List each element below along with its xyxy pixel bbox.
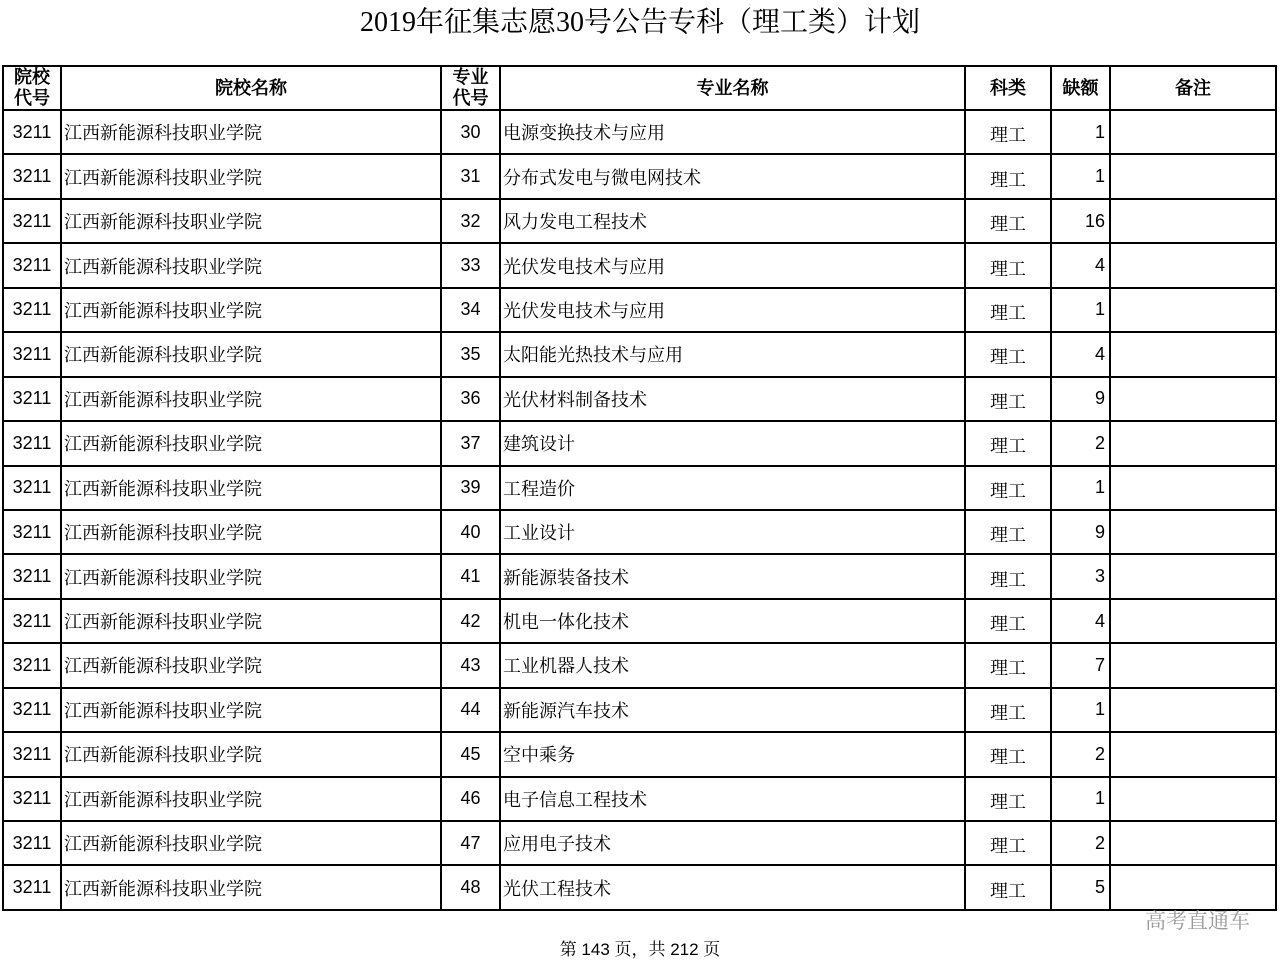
page-footer: 第 143 页，共 212 页 <box>559 940 721 959</box>
table-header-row <box>4 67 1277 111</box>
cell-category: 理工 <box>966 733 1052 777</box>
cell-school-code: 3211 <box>4 244 62 288</box>
cell-major-code: 47 <box>442 822 501 866</box>
cell-category: 理工 <box>966 200 1052 244</box>
cell-category: 理工 <box>966 333 1052 377</box>
cell-vacancies: 5 <box>1052 866 1111 910</box>
cell-school-name: 江西新能源科技职业学院 <box>62 866 442 910</box>
cell-school-name: 江西新能源科技职业学院 <box>62 111 442 155</box>
cell-school-code: 3211 <box>4 378 62 422</box>
cell-school-name: 江西新能源科技职业学院 <box>62 289 442 333</box>
cell-school-name: 江西新能源科技职业学院 <box>62 778 442 822</box>
cell-vacancies: 4 <box>1052 600 1111 644</box>
cell-remark <box>1111 600 1277 644</box>
cell-school-name: 江西新能源科技职业学院 <box>62 511 442 555</box>
cell-major-code: 48 <box>442 866 501 910</box>
cell-remark <box>1111 733 1277 777</box>
page-title: 2019年征集志愿30号公告专科（理工类）计划 <box>359 7 920 38</box>
cell-school-name: 江西新能源科技职业学院 <box>62 555 442 599</box>
cell-category: 理工 <box>966 555 1052 599</box>
cell-remark <box>1111 200 1277 244</box>
cell-school-name: 江西新能源科技职业学院 <box>62 422 442 466</box>
cell-remark <box>1111 111 1277 155</box>
cell-vacancies: 1 <box>1052 155 1111 199</box>
cell-school-code: 3211 <box>4 333 62 377</box>
cell-major-name: 分布式发电与微电网技术 <box>501 155 966 199</box>
cell-school-name: 江西新能源科技职业学院 <box>62 689 442 733</box>
cell-category: 理工 <box>966 289 1052 333</box>
cell-major-name: 建筑设计 <box>501 422 966 466</box>
cell-school-name: 江西新能源科技职业学院 <box>62 155 442 199</box>
cell-remark <box>1111 689 1277 733</box>
cell-school-code: 3211 <box>4 155 62 199</box>
cell-remark <box>1111 378 1277 422</box>
cell-remark <box>1111 289 1277 333</box>
cell-vacancies: 2 <box>1052 422 1111 466</box>
cell-category: 理工 <box>966 244 1052 288</box>
cell-remark <box>1111 244 1277 288</box>
cell-vacancies: 7 <box>1052 644 1111 688</box>
table-row <box>4 244 1277 288</box>
cell-category: 理工 <box>966 600 1052 644</box>
table-row <box>4 600 1277 644</box>
cell-category: 理工 <box>966 689 1052 733</box>
table-row <box>4 422 1277 466</box>
table-row <box>4 555 1277 599</box>
cell-major-name: 电源变换技术与应用 <box>501 111 966 155</box>
cell-remark <box>1111 422 1277 466</box>
cell-category: 理工 <box>966 422 1052 466</box>
cell-vacancies: 1 <box>1052 289 1111 333</box>
table-row <box>4 511 1277 555</box>
header-school-name: 院校名称 <box>62 67 442 111</box>
table-row <box>4 378 1277 422</box>
cell-category: 理工 <box>966 378 1052 422</box>
cell-school-code: 3211 <box>4 200 62 244</box>
enrollment-plan-table <box>2 65 1277 911</box>
cell-school-code: 3211 <box>4 467 62 511</box>
header-remark: 备注 <box>1111 67 1277 111</box>
cell-major-code: 31 <box>442 155 501 199</box>
table-row <box>4 155 1277 199</box>
cell-school-code: 3211 <box>4 689 62 733</box>
cell-major-code: 44 <box>442 689 501 733</box>
cell-major-name: 风力发电工程技术 <box>501 200 966 244</box>
cell-school-name: 江西新能源科技职业学院 <box>62 467 442 511</box>
cell-major-code: 36 <box>442 378 501 422</box>
cell-major-code: 43 <box>442 644 501 688</box>
cell-category: 理工 <box>966 467 1052 511</box>
header-category: 科类 <box>966 67 1052 111</box>
cell-major-name: 机电一体化技术 <box>501 600 966 644</box>
cell-vacancies: 16 <box>1052 200 1111 244</box>
cell-vacancies: 2 <box>1052 733 1111 777</box>
cell-major-name: 电子信息工程技术 <box>501 778 966 822</box>
cell-major-code: 33 <box>442 244 501 288</box>
cell-major-code: 40 <box>442 511 501 555</box>
table-row <box>4 467 1277 511</box>
cell-major-code: 35 <box>442 333 501 377</box>
cell-vacancies: 9 <box>1052 378 1111 422</box>
cell-school-name: 江西新能源科技职业学院 <box>62 244 442 288</box>
cell-major-code: 32 <box>442 200 501 244</box>
header-school-code: 院校 代号 <box>4 67 62 111</box>
table-row <box>4 200 1277 244</box>
cell-vacancies: 1 <box>1052 467 1111 511</box>
cell-school-name: 江西新能源科技职业学院 <box>62 378 442 422</box>
cell-major-code: 34 <box>442 289 501 333</box>
cell-vacancies: 2 <box>1052 822 1111 866</box>
cell-major-code: 41 <box>442 555 501 599</box>
cell-major-code: 46 <box>442 778 501 822</box>
cell-vacancies: 3 <box>1052 555 1111 599</box>
cell-vacancies: 1 <box>1052 111 1111 155</box>
cell-category: 理工 <box>966 155 1052 199</box>
cell-school-code: 3211 <box>4 644 62 688</box>
table-body <box>4 111 1277 911</box>
header-vacancies: 缺额 <box>1052 67 1111 111</box>
cell-major-name: 新能源装备技术 <box>501 555 966 599</box>
cell-school-code: 3211 <box>4 866 62 910</box>
cell-remark <box>1111 467 1277 511</box>
cell-category: 理工 <box>966 866 1052 910</box>
cell-major-name: 工业设计 <box>501 511 966 555</box>
cell-major-name: 光伏材料制备技术 <box>501 378 966 422</box>
header-major-name: 专业名称 <box>501 67 966 111</box>
cell-remark <box>1111 511 1277 555</box>
cell-major-name: 光伏发电技术与应用 <box>501 289 966 333</box>
cell-major-code: 45 <box>442 733 501 777</box>
table-row <box>4 822 1277 866</box>
cell-major-name: 空中乘务 <box>501 733 966 777</box>
cell-school-code: 3211 <box>4 289 62 333</box>
cell-remark <box>1111 333 1277 377</box>
cell-school-code: 3211 <box>4 733 62 777</box>
cell-major-code: 39 <box>442 467 501 511</box>
cell-vacancies: 4 <box>1052 244 1111 288</box>
header-major-code: 专业 代号 <box>442 67 501 111</box>
cell-major-code: 30 <box>442 111 501 155</box>
cell-school-code: 3211 <box>4 511 62 555</box>
cell-major-code: 37 <box>442 422 501 466</box>
cell-remark <box>1111 866 1277 910</box>
cell-category: 理工 <box>966 822 1052 866</box>
cell-remark <box>1111 822 1277 866</box>
cell-school-name: 江西新能源科技职业学院 <box>62 644 442 688</box>
cell-major-name: 太阳能光热技术与应用 <box>501 333 966 377</box>
cell-school-code: 3211 <box>4 778 62 822</box>
cell-category: 理工 <box>966 778 1052 822</box>
table-row <box>4 111 1277 155</box>
cell-major-name: 工业机器人技术 <box>501 644 966 688</box>
table-row <box>4 778 1277 822</box>
cell-remark <box>1111 555 1277 599</box>
cell-school-name: 江西新能源科技职业学院 <box>62 333 442 377</box>
cell-major-name: 应用电子技术 <box>501 822 966 866</box>
cell-remark <box>1111 644 1277 688</box>
table-row <box>4 644 1277 688</box>
cell-vacancies: 4 <box>1052 333 1111 377</box>
table-row <box>4 733 1277 777</box>
table-row <box>4 689 1277 733</box>
cell-school-name: 江西新能源科技职业学院 <box>62 822 442 866</box>
cell-category: 理工 <box>966 644 1052 688</box>
watermark-text: 高考直通车 <box>1145 910 1250 933</box>
cell-school-name: 江西新能源科技职业学院 <box>62 600 442 644</box>
cell-remark <box>1111 778 1277 822</box>
table-row <box>4 333 1277 377</box>
table-row <box>4 289 1277 333</box>
cell-vacancies: 1 <box>1052 689 1111 733</box>
cell-school-code: 3211 <box>4 422 62 466</box>
cell-major-code: 42 <box>442 600 501 644</box>
cell-school-code: 3211 <box>4 822 62 866</box>
cell-category: 理工 <box>966 511 1052 555</box>
cell-vacancies: 9 <box>1052 511 1111 555</box>
cell-school-code: 3211 <box>4 555 62 599</box>
cell-major-name: 光伏发电技术与应用 <box>501 244 966 288</box>
table-row <box>4 866 1277 910</box>
cell-remark <box>1111 155 1277 199</box>
cell-major-name: 光伏工程技术 <box>501 866 966 910</box>
cell-major-name: 新能源汽车技术 <box>501 689 966 733</box>
cell-vacancies: 1 <box>1052 778 1111 822</box>
cell-school-name: 江西新能源科技职业学院 <box>62 733 442 777</box>
cell-category: 理工 <box>966 111 1052 155</box>
cell-school-code: 3211 <box>4 600 62 644</box>
cell-school-code: 3211 <box>4 111 62 155</box>
cell-major-name: 工程造价 <box>501 467 966 511</box>
cell-school-name: 江西新能源科技职业学院 <box>62 200 442 244</box>
